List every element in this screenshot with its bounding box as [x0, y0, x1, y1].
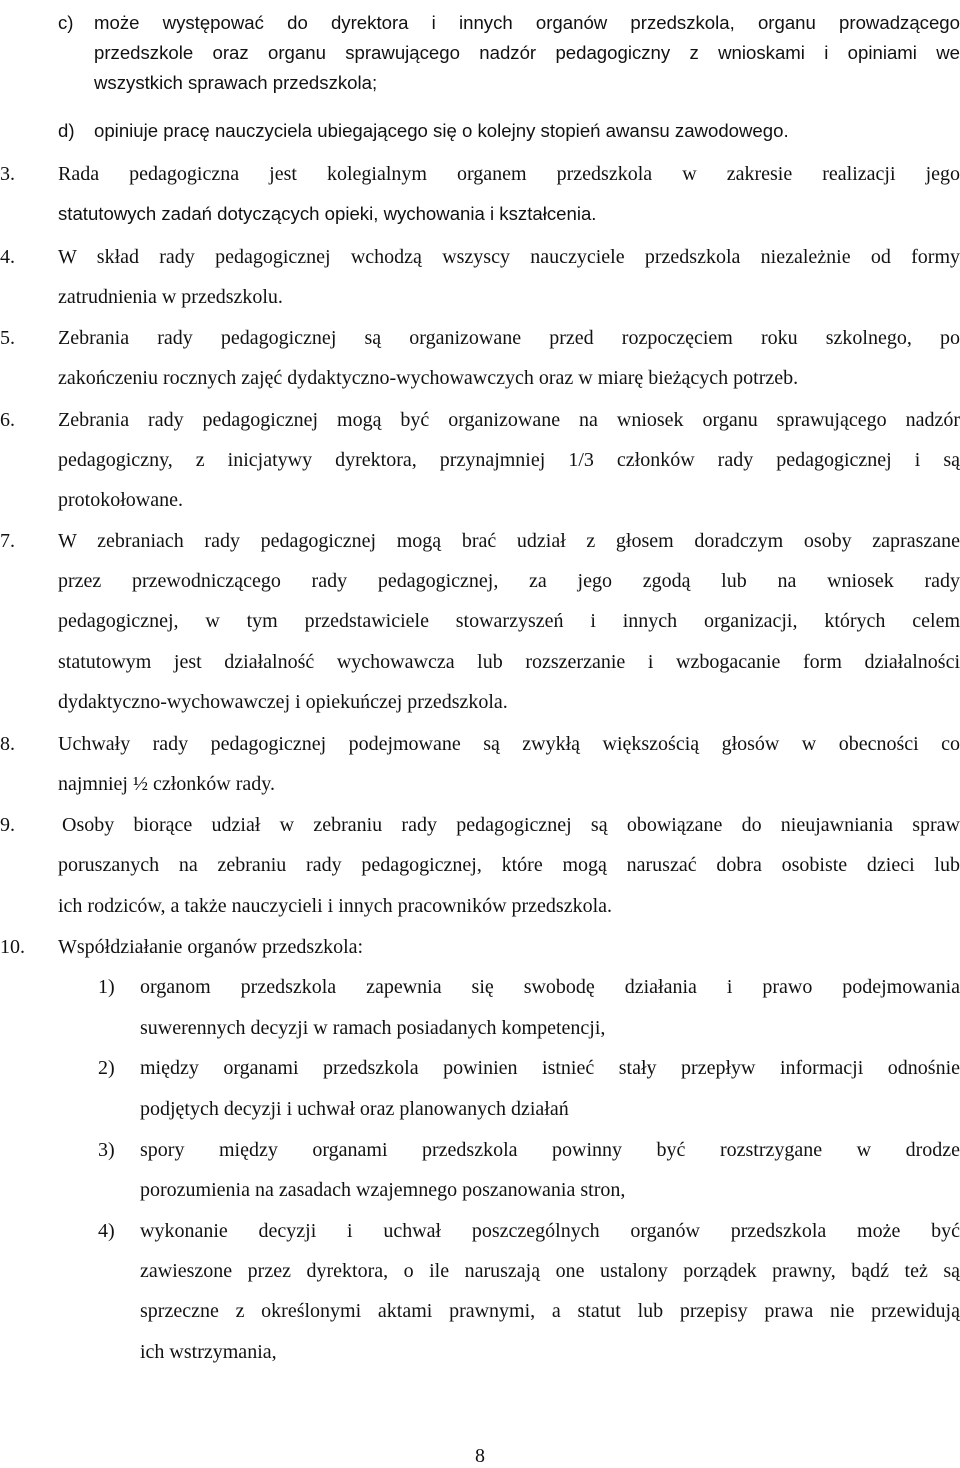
paragraph-7-line-4: statutowym jest działalność wychowawcza lub rozszerzanie i wzbogacanie form działalności	[58, 651, 960, 673]
page-number: 8	[475, 1445, 485, 1467]
paragraph-5-line-1: Zebrania rady pedagogicznej są organizowane przed rozpoczęciem roku szkolnego, po	[58, 327, 960, 349]
paragraph-9-line-1: Osoby biorące udział w zebraniu rady pedagogicznej są obowiązane do nieujawniania spraw	[62, 814, 960, 836]
paragraph-7-line-2: przez przewodniczącego rady pedagogicznej, za jego zgodą lub na wniosek rady	[58, 570, 960, 592]
subitem-2-line-1: między organami przedszkola powinien istnieć stały przepływ informacji odnośnie	[140, 1057, 960, 1079]
item-c-line-1: może występować do dyrektora i innych organów przedszkola, organu prowadzącego	[94, 12, 960, 33]
item-c-line-2: przedszkole oraz organu sprawującego nadzór pedagogiczny z wnioskami i opiniami we	[94, 42, 960, 63]
paragraph-number-8: 8.	[0, 733, 15, 755]
paragraph-7-line-3: pedagogicznej, w tym przedstawiciele stowarzyszeń i innych organizacji, których celem	[58, 610, 960, 632]
paragraph-4-line-2: zatrudnienia w przedszkolu.	[58, 286, 283, 308]
subitem-3-line-1: spory między organami przedszkola powinny być rozstrzygane w drodze	[140, 1139, 960, 1161]
list-marker-d: d)	[58, 120, 75, 141]
paragraph-number-9: 9.	[0, 814, 15, 836]
paragraph-6-line-2: pedagogiczny, z inicjatywy dyrektora, przynajmniej 1/3 członków rady pedagogicznej i są	[58, 449, 960, 471]
paragraph-8-line-1: Uchwały rady pedagogicznej podejmowane są zwykłą większością głosów w obecności co	[58, 733, 960, 755]
paragraph-3-line-1: Rada pedagogiczna jest kolegialnym organem przedszkola w zakresie realizacji jego	[58, 163, 960, 185]
subitem-marker-2: 2)	[98, 1057, 115, 1079]
subitem-marker-1: 1)	[98, 976, 115, 998]
paragraph-5-line-2: zakończeniu rocznych zajęć dydaktyczno-wychowawczych oraz w miarę bieżących potrzeb.	[58, 367, 799, 389]
paragraph-3-line-2: statutowych zadań dotyczących opieki, wychowania i kształcenia.	[58, 203, 597, 224]
item-c-line-3: wszystkich sprawach przedszkola;	[94, 72, 378, 93]
subitem-3-line-2: porozumienia na zasadach wzajemnego poszanowania stron,	[140, 1179, 626, 1201]
subitem-4-line-4: ich wstrzymania,	[140, 1341, 277, 1363]
paragraph-7-line-1: W zebraniach rady pedagogicznej mogą brać udział z głosem doradczym osoby zapraszane	[58, 530, 960, 552]
paragraph-number-10: 10.	[0, 936, 25, 958]
item-d-line-1: opiniuje pracę nauczyciela ubiegającego się o kolejny stopień awansu zawodowego.	[94, 120, 789, 141]
paragraph-number-6: 6.	[0, 409, 15, 431]
paragraph-number-7: 7.	[0, 530, 15, 552]
subitem-4-line-3: sprzeczne z określonymi aktami prawnymi, a statut lub przepisy prawa nie przewidują	[140, 1300, 960, 1322]
paragraph-number-4: 4.	[0, 246, 15, 268]
subitem-4-line-1: wykonanie decyzji i uchwał poszczególnych organów przedszkola może być	[140, 1220, 960, 1242]
paragraph-6-line-3: protokołowane.	[58, 489, 183, 511]
list-marker-c: c)	[58, 12, 74, 33]
subitem-marker-4: 4)	[98, 1220, 115, 1242]
subitem-1-line-2: suwerennych decyzji w ramach posiadanych kompetencji,	[140, 1017, 606, 1039]
paragraph-10-line-1: Współdziałanie organów przedszkola:	[58, 936, 364, 958]
paragraph-4-line-1: W skład rady pedagogicznej wchodzą wszyscy nauczyciele przedszkola niezależnie od formy	[58, 246, 960, 268]
paragraph-number-3: 3.	[0, 163, 15, 185]
subitem-4-line-2: zawieszone przez dyrektora, o ile naruszają one ustalony porządek prawny, bądź też są	[140, 1260, 960, 1282]
paragraph-number-5: 5.	[0, 327, 15, 349]
paragraph-9-line-2: poruszanych na zebraniu rady pedagogicznej, które mogą naruszać dobra osobiste dzieci lub	[58, 854, 960, 876]
subitem-2-line-2: podjętych decyzji i uchwał oraz planowanych działań	[140, 1098, 569, 1120]
paragraph-9-line-3: ich rodziców, a także nauczycieli i innych pracowników przedszkola.	[58, 895, 613, 917]
subitem-marker-3: 3)	[98, 1139, 115, 1161]
subitem-1-line-1: organom przedszkola zapewnia się swobodę działania i prawo podejmowania	[140, 976, 960, 998]
paragraph-8-line-2: najmniej ½ członków rady.	[58, 773, 275, 795]
paragraph-6-line-1: Zebrania rady pedagogicznej mogą być organizowane na wniosek organu sprawującego nadzór	[58, 409, 960, 431]
paragraph-7-line-5: dydaktyczno-wychowawczej i opiekuńczej przedszkola.	[58, 691, 508, 713]
